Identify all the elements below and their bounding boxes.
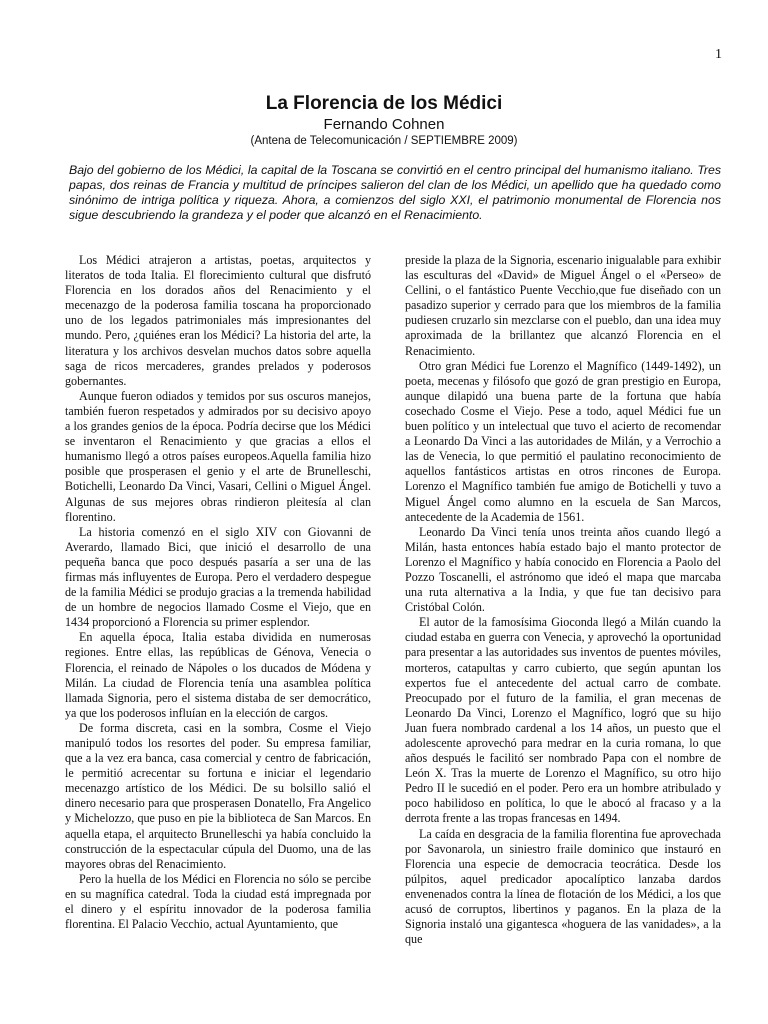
paragraph: Pero la huella de los Médici en Florencia no sólo se percibe en su magnífica catedral. Toda la ciudad está impregnada por el dinero y el espíritu innovador de la poderosa familia florentina. El Palacio Vecchio, actual Ayuntamiento, que — [65, 871, 371, 932]
article-title: La Florencia de los Médici — [265, 93, 503, 114]
paragraph: Otro gran Médici fue Lorenzo el Magnífico (1449-1492), un poeta, mecenas y filósofo que gozó de gran prestigio en Europa, aunque dilapidó una buena parte de la fortuna que había cosechado Cosme el Viejo. Pese a todo, aquel Médici fue un buen político y un intelectual que tuvo el acierto de recomendar a Leonardo Da Vinci a las autoridades de Milán, y a Verrochio a las de Venecia, lo que permitió el paulatino reconocimiento de aquellos fantásticos artistas en otros rincones de Europa. Lorenzo el Magnífico también fue amigo de Botichelli y tuvo a Miguel Ángel como alumno en la escuela de San Marcos, antecedente de la Academia de 1561. — [405, 358, 721, 524]
paragraph: En aquella época, Italia estaba dividida en numerosas regiones. Entre ellas, las repúblicas de Génova, Venecia o Florencia, el reinado de Nápoles o los ducados de Módena y Milán. La ciudad de Florencia tenía una asamblea política llamada Signoria, pero el sistema distaba de ser democrático, ya que los poderosos influían en la elección de cargos. — [65, 630, 371, 720]
right-column — [405, 253, 721, 947]
paragraph: De forma discreta, casi en la sombra, Cosme el Viejo manipuló todos los resortes del poder. Su empresa familiar, que a la vez era banca, casa comercial y centro de fabricación, le permitió acrecentar su fortuna e iniciar el legendario mecenazgo artístico de los Médici. De su bolsillo salió el dinero necesario para que prosperasen Donatello, Fra Angelico y Michelozzo, que puso en pie la biblioteca de San Marcos. En aquella etapa, el arquitecto Brunelleschi ya había concluido la construcción de la espectacular cúpula del Duomo, una de las mayores obras del Renacimiento. — [65, 720, 371, 871]
article-abstract: Bajo del gobierno de los Médici, la capital de la Toscana se convirtió en el centro principal del humanismo italiano. Tres papas, dos reinas de Francia y multitud de príncipes salieron del clan de los Médici, un apellido que ha quedado como sinónimo de intriga política y riqueza. Ahora, a comienzos del siglo XXI, el patrimonio monumental de Florencia nos sigue descubriendo la grandeza y el poder que alcanzó en el Renacimiento. — [69, 163, 721, 222]
article-author: Fernando Cohnen — [323, 116, 445, 133]
paragraph: Los Médici atrajeron a artistas, poetas, arquitectos y literatos de toda Italia. El florecimiento cultural que disfrutó Florencia en los dorados años del Renacimiento y el mecenazgo de la poderosa familia toscana ha proporcionado uno de los legados patrimoniales más impresionantes del mundo. Pero, ¿quiénes eran los Médici? La historia del arte, la literatura y los archivos desvelan muchos datos sobre aquella saga de ricos mercaderes, grandes prelados y poderosos gobernantes. — [65, 253, 371, 388]
paragraph: La historia comenzó en el siglo XIV con Giovanni de Averardo, llamado Bici, que inició el desarrollo de una pequeña banca que poco después pasaría a ser una de las firmas más influyentes de Europa. Pero el verdadero despegue de la familia Médici se produjo gracias a la tremenda habilidad de un hombre de negocios llamado Cosme el Viejo, que en 1434 proporcionó a Florencia su primer esplendor. — [65, 524, 371, 630]
page-number: 1 — [715, 47, 722, 62]
paragraph: Aunque fueron odiados y temidos por sus oscuros manejos, también fueron respetados y admirados por su decisivo apoyo a los grandes genios de la época. Podría decirse que los Médici se inventaron el Renacimiento y que gracias a ellos el humanismo llegó a otros países europeos.Aquella familia hizo posible que prosperasen el genio y el arte de Brunelleschi, Botichelli, Leonardo Da Vinci, Vasari, Cellini o Miguel Ángel. Algunas de sus mejores obras rindieron pleitesía al clan florentino. — [65, 388, 371, 524]
paragraph: La caída en desgracia de la familia florentina fue aprovechada por Savonarola, un siniestro fraile dominico que instauró en Florencia una especie de democracia teocrática. Desde los púlpitos, aquel predicador apocalíptico lanzaba dardos envenenados contra la línea de flotación de los Médici, a los que acusó de corruptos, libertinos y paganos. En la plaza de la Signoria instaló una gigantesca «hoguera de las vanidades», a la que — [405, 826, 721, 947]
paragraph: preside la plaza de la Signoria, escenario inigualable para exhibir las esculturas del «David» de Miguel Ángel o el «Perseo» de Cellini, o el fantástico Puente Vecchio,que fue diseñado con un pasadizo superior y cerrado para que los miembros de la familia pudiesen cruzarlo sin mezclarse con el pueblo, dan una idea muy aproximada de la brillantez que alcanzó Florencia en el Renacimiento. — [405, 253, 721, 358]
left-column — [65, 253, 371, 932]
article-header — [0, 92, 768, 149]
article-source: (Antena de Telecomunicación / SEPTIEMBRE 2009) — [250, 135, 518, 147]
paragraph: Leonardo Da Vinci tenía unos treinta años cuando llegó a Milán, hasta entonces había estado bajo el manto protector de Lorenzo el Magnífico y había conocido en Florencia a Paolo del Pozzo Toscanelli, el astrónomo que ideó el mapa que marcaba una ruta alternativa a la India, y que fue tan decisivo para Cristóbal Colón. — [405, 524, 721, 615]
paragraph: El autor de la famosísima Gioconda llegó a Milán cuando la ciudad estaba en guerra con Venecia, y aprovechó la oportunidad para presentar a las autoridades sus inventos de puentes móviles, morteros, catapultas y carro cubierto, que según apuntan los expertos fue el antecedente del actual carro de combate. Preocupado por el futuro de la familia, el gran mecenas de Leonardo Da Vinci, Lorenzo el Magnífico, logró que su hijo Juan fuera nombrado cardenal a los 14 años, un puesto que el adolescente aprovechó para medrar en la curia romana, lo que años después le facilitó ser nombrado Papa con el nombre de León X. Tras la muerte de Lorenzo el Magnífico, su otro hijo Pedro II le sucedió en el poder. Pero era un hombre atribulado y poco habilidoso en política, lo que le abocó al fracaso y a la derrota frente a las tropas francesas en 1494. — [405, 615, 721, 826]
